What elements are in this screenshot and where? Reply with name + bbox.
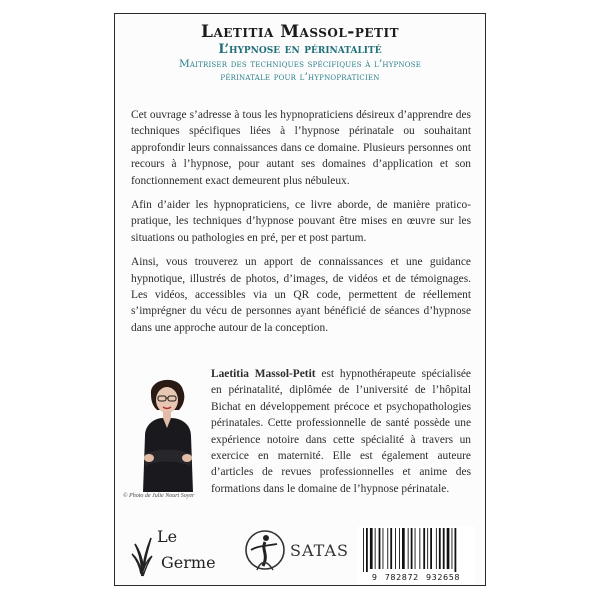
germ-sprout-icon [131, 530, 153, 578]
barcode-bar [411, 528, 413, 569]
author-name: Laetitia Massol-petit [200, 22, 399, 42]
subtitle-line-2: périnatale pour l’hypnopraticien [220, 71, 380, 83]
author-photo [127, 374, 207, 492]
barcode-bar [443, 528, 445, 569]
barcode-bar [363, 528, 364, 572]
blurb-paragraph-3: Ainsi, vous trouverez un apport de connaissances et une guidance hypnotique, illustrés de photos, d’images, de vidéos et de témoignages. Les vidéos, accessibles via un QR code, permettent de réellement s’imprégner du vécu de personnes ayant bénéficié de séances d’hypnose dans une approche autour de la conception. [131, 256, 471, 334]
barcode-bar [427, 528, 428, 569]
barcode-bar [366, 528, 368, 572]
barcode-bar [430, 528, 432, 569]
book-title: L’hypnose en périnatalité [218, 42, 382, 57]
barcode-bar [415, 528, 416, 569]
le-germe-line-2: Germe [161, 553, 216, 572]
cover-header [115, 22, 485, 84]
barcode-digits: 9 782872 932658 [371, 573, 461, 582]
publisher-logos [115, 514, 485, 587]
barcode-bar [408, 528, 409, 569]
barcode-bar [439, 528, 441, 569]
blurb-paragraph-2: Afin d’aider les hypnopraticiens, ce livre aborde, de manière pratico-pratique, les techniques d’hypnose pouvant être mises en œuvre sur les situations ou pathologies en pré, per et post partum. [131, 199, 471, 244]
photo-credit: © Photo de Julie Nourt Soyer [123, 493, 195, 499]
barcode-bar [383, 528, 384, 569]
subtitle-line-1: Maitriser des techniques spécifiques à l’hypnose [178, 58, 422, 70]
barcode-bar [402, 528, 405, 569]
blurb [131, 107, 471, 344]
barcode-bar [379, 528, 381, 569]
barcode-bar [423, 528, 425, 569]
satas-figure-icon [243, 526, 287, 574]
blurb-paragraph-1: Cet ouvrage s’adresse à tous les hypnopraticiens désireux d’apprendre des techniques spécifiques liées à l’hypnose périnatale ou souhaitant approfondir leurs connaissances dans ce domaine. Plusieurs personnes ont recours à l’hypnose, pour autant ses domaines d’application et son fonctionnement exact demeurent plus nébuleux. [131, 109, 471, 187]
barcode-bar [375, 528, 376, 569]
barcode-bar [387, 528, 388, 569]
le-germe-logo-text [157, 524, 227, 576]
barcode-bar [399, 528, 400, 569]
barcode-bar [395, 528, 396, 569]
barcode-bar [452, 528, 453, 569]
satas-logo-text: SATAS [290, 541, 349, 560]
bio-author-name: Laetitia Massol-Petit [211, 368, 316, 380]
isbn-barcode [357, 526, 475, 584]
barcode-bars [357, 526, 475, 572]
bio-text: est hypnothérapeute spécialisée en périnatalité, diplômée de l’université de l’hôpital Bichat en développement précoce et psychopathologies périnatales. Cette professionnelle de santé possède une expérience notoire dans cette spécialité à travers un exercice en maternité. Elle est également auteure d’articles de revues professionnelles et anime des formations dans le domaine de l’hypnose périnatale. [211, 368, 471, 495]
barcode-bar [455, 528, 457, 572]
le-germe-line-1: Le [157, 527, 178, 546]
barcode-bar [447, 528, 450, 569]
author-bio [211, 366, 471, 497]
barcode-bar [370, 528, 373, 569]
barcode-bar [436, 528, 437, 569]
book-back-cover [114, 13, 486, 586]
barcode-bar [390, 528, 392, 569]
barcode-bar [419, 528, 420, 569]
